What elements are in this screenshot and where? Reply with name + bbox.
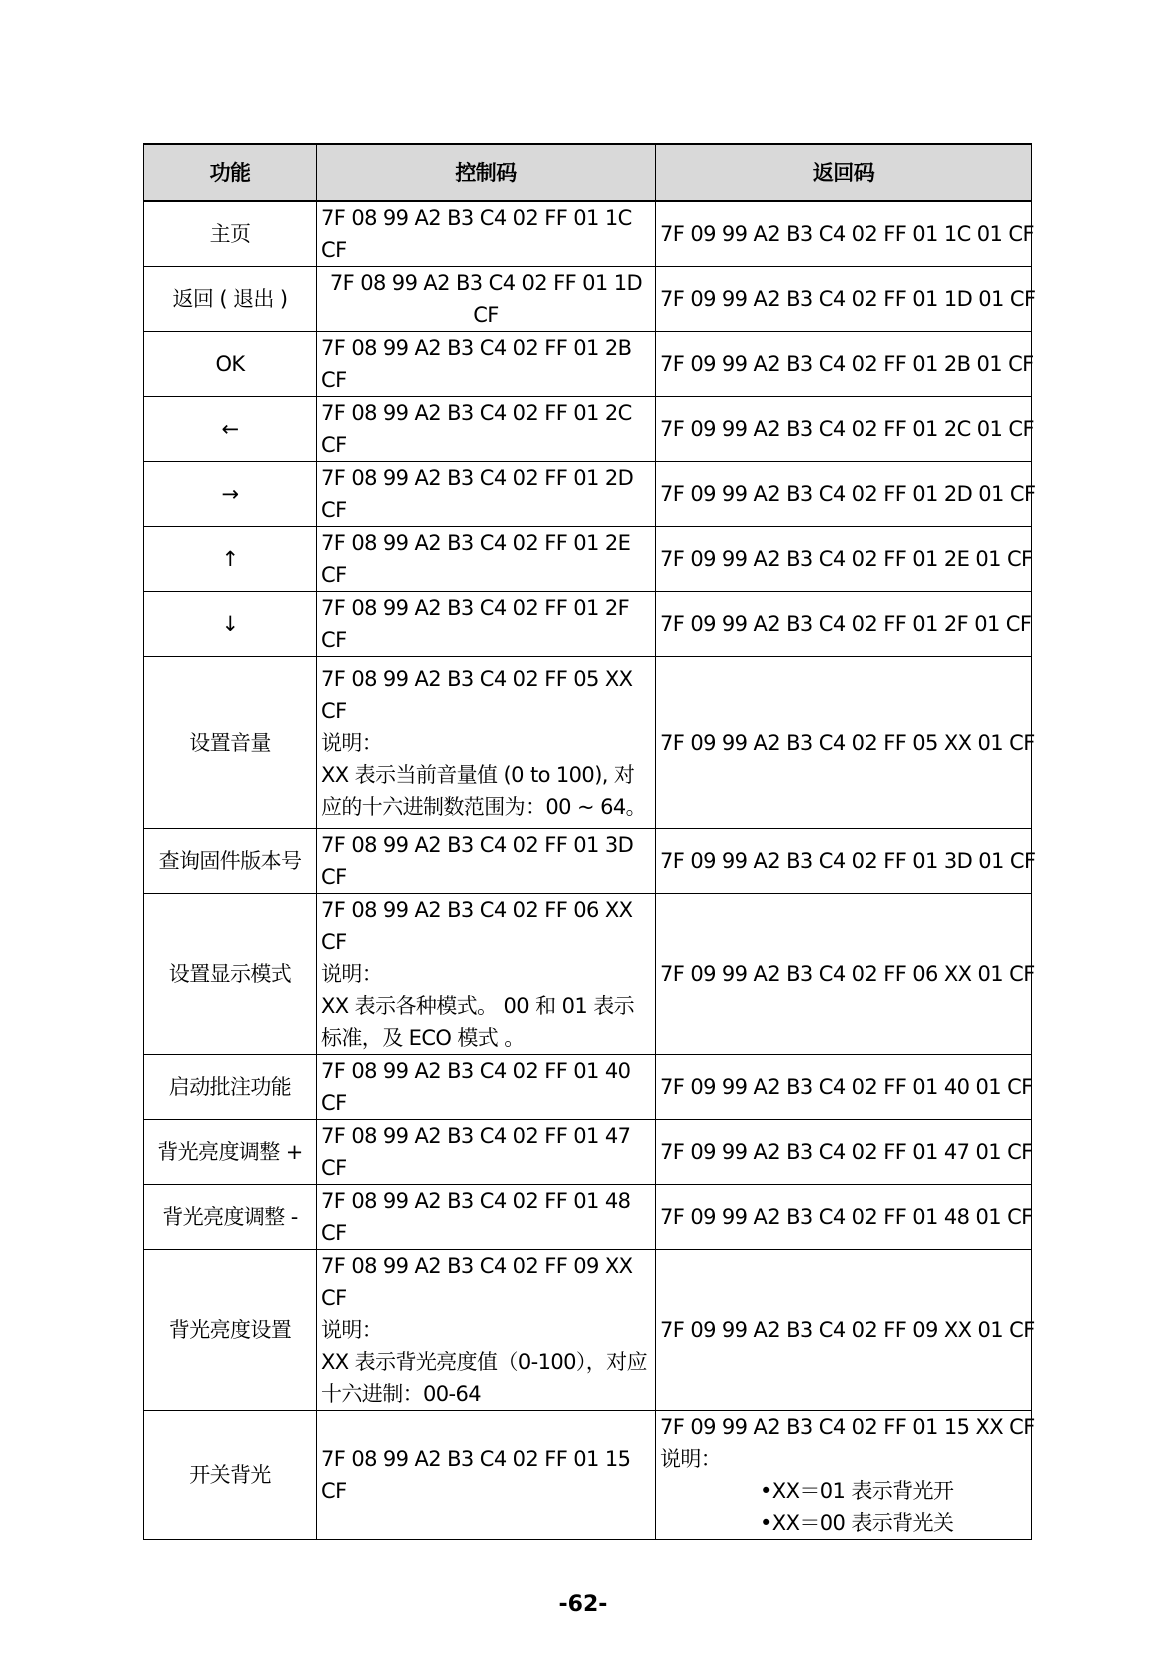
table-header-row xyxy=(144,144,1032,201)
arrow-right-icon: → xyxy=(144,462,317,527)
header-control-code: 控制码 xyxy=(317,144,656,201)
function-cell: OK xyxy=(144,332,317,397)
table-row xyxy=(144,527,1032,592)
return-code-cell: 7F 09 99 A2 B3 C4 02 FF 01 2E 01 CF xyxy=(656,527,1032,592)
note-label: 说明： xyxy=(321,730,383,755)
return-code-cell: 7F 09 99 A2 B3 C4 02 FF 01 48 01 CF xyxy=(656,1185,1032,1250)
note-label: 说明： xyxy=(321,1318,383,1342)
bullet-item: •XX＝00 表示背光关 xyxy=(760,1511,954,1535)
control-code-cell: 7F 08 99 A2 B3 C4 02 FF 01 3D CF xyxy=(317,829,656,894)
control-code: 7F 08 99 A2 B3 C4 02 FF 06 XX CF xyxy=(321,898,633,954)
table-row xyxy=(144,1250,1032,1411)
control-code-cell: 7F 08 99 A2 B3 C4 02 FF 01 2C CF xyxy=(317,397,656,462)
return-code-cell: 7F 09 99 A2 B3 C4 02 FF 01 1C 01 CF xyxy=(656,201,1032,267)
header-function: 功能 xyxy=(144,144,317,201)
function-cell: 启动批注功能 xyxy=(144,1055,317,1120)
note-text: XX 表示当前音量值 (0 to 100), 对应的十六进制数范围为：00 ~ 64。 xyxy=(321,762,646,819)
return-code-cell: 7F 09 99 A2 B3 C4 02 FF 01 2D 01 CF xyxy=(656,462,1032,527)
arrow-up-icon: ↑ xyxy=(144,527,317,592)
control-code-cell: 7F 08 99 A2 B3 C4 02 FF 01 15 CF xyxy=(317,1411,656,1540)
return-code-cell xyxy=(656,1411,1035,1540)
table-row xyxy=(144,1055,1032,1120)
control-code: 7F 08 99 A2 B3 C4 02 FF 09 XX CF xyxy=(321,1254,633,1310)
bullet-item: •XX＝01 表示背光开 xyxy=(760,1479,954,1503)
function-cell: 主页 xyxy=(144,201,317,267)
function-cell: 查询固件版本号 xyxy=(144,829,317,894)
return-code-cell: 7F 09 99 A2 B3 C4 02 FF 06 XX 01 CF xyxy=(656,894,1032,1055)
return-code: 7F 09 99 A2 B3 C4 02 FF 01 15 XX CF xyxy=(660,1415,1035,1439)
table-row xyxy=(144,1411,1032,1540)
note-text: XX 表示各种模式。 00 和 01 表示标准，及 ECO 模式 。 xyxy=(321,994,634,1050)
command-table xyxy=(143,143,1036,1540)
page-number: -62- xyxy=(558,1592,608,1617)
return-code-cell: 7F 09 99 A2 B3 C4 02 FF 01 2B 01 CF xyxy=(656,332,1032,397)
return-code-cell: 7F 09 99 A2 B3 C4 02 FF 01 1D 01 CF xyxy=(656,267,1032,332)
return-code-cell: 7F 09 99 A2 B3 C4 02 FF 01 47 01 CF xyxy=(656,1120,1032,1185)
return-code-cell: 7F 09 99 A2 B3 C4 02 FF 01 2F 01 CF xyxy=(656,592,1032,657)
arrow-down-icon: ↓ xyxy=(144,592,317,657)
control-code-cell: 7F 08 99 A2 B3 C4 02 FF 01 1C CF xyxy=(317,201,656,267)
note-label: 说明： xyxy=(321,962,383,986)
table-row xyxy=(144,1185,1032,1250)
note-text: XX 表示背光亮度值（0-100），对应十六进制：00-64 xyxy=(321,1350,647,1406)
table-row xyxy=(144,267,1032,332)
control-code-cell: 7F 08 99 A2 B3 C4 02 FF 01 48 CF xyxy=(317,1185,656,1250)
control-code-cell: 7F 08 99 A2 B3 C4 02 FF 01 1D CF xyxy=(317,267,656,332)
return-code-cell: 7F 09 99 A2 B3 C4 02 FF 01 3D 01 CF xyxy=(656,829,1032,894)
table-row xyxy=(144,657,1032,829)
function-cell: 背光亮度设置 xyxy=(144,1250,317,1411)
table-row xyxy=(144,397,1032,462)
arrow-left-icon: ← xyxy=(144,397,317,462)
table-row xyxy=(144,592,1032,657)
control-code: 7F 08 99 A2 B3 C4 02 FF 05 XX CF xyxy=(321,666,633,723)
table-row xyxy=(144,829,1032,894)
table-row xyxy=(144,332,1032,397)
function-cell: 设置显示模式 xyxy=(144,894,317,1055)
return-code-cell: 7F 09 99 A2 B3 C4 02 FF 05 XX 01 CF xyxy=(656,657,1032,829)
return-code-cell: 7F 09 99 A2 B3 C4 02 FF 01 2C 01 CF xyxy=(656,397,1032,462)
control-code-cell: 7F 08 99 A2 B3 C4 02 FF 01 2B CF xyxy=(317,332,656,397)
return-code-cell: 7F 09 99 A2 B3 C4 02 FF 01 40 01 CF xyxy=(656,1055,1032,1120)
table-row xyxy=(144,894,1032,1055)
function-cell: 开关背光 xyxy=(144,1411,317,1540)
function-cell: 背光亮度调整 - xyxy=(144,1185,317,1250)
table-row xyxy=(144,462,1032,527)
control-code-cell: 7F 08 99 A2 B3 C4 02 FF 01 47 CF xyxy=(317,1120,656,1185)
control-code-cell: 7F 08 99 A2 B3 C4 02 FF 01 2D CF xyxy=(317,462,656,527)
table-row xyxy=(144,1120,1032,1185)
control-code-cell xyxy=(317,657,656,829)
function-cell: 设置音量 xyxy=(144,657,317,829)
function-cell: 背光亮度调整 + xyxy=(144,1120,317,1185)
control-code-cell: 7F 08 99 A2 B3 C4 02 FF 01 2E CF xyxy=(317,527,656,592)
control-code-cell xyxy=(317,1250,656,1411)
header-return-code: 返回码 xyxy=(656,144,1032,201)
control-code-cell xyxy=(317,894,656,1055)
note-label: 说明： xyxy=(660,1447,722,1471)
control-code-cell: 7F 08 99 A2 B3 C4 02 FF 01 40 CF xyxy=(317,1055,656,1120)
table-row xyxy=(144,201,1032,267)
control-code-cell: 7F 08 99 A2 B3 C4 02 FF 01 2F CF xyxy=(317,592,656,657)
note-bullets xyxy=(660,1475,1027,1539)
return-code-cell: 7F 09 99 A2 B3 C4 02 FF 09 XX 01 CF xyxy=(656,1250,1032,1411)
function-cell: 返回 ( 退出 ) xyxy=(144,267,317,332)
